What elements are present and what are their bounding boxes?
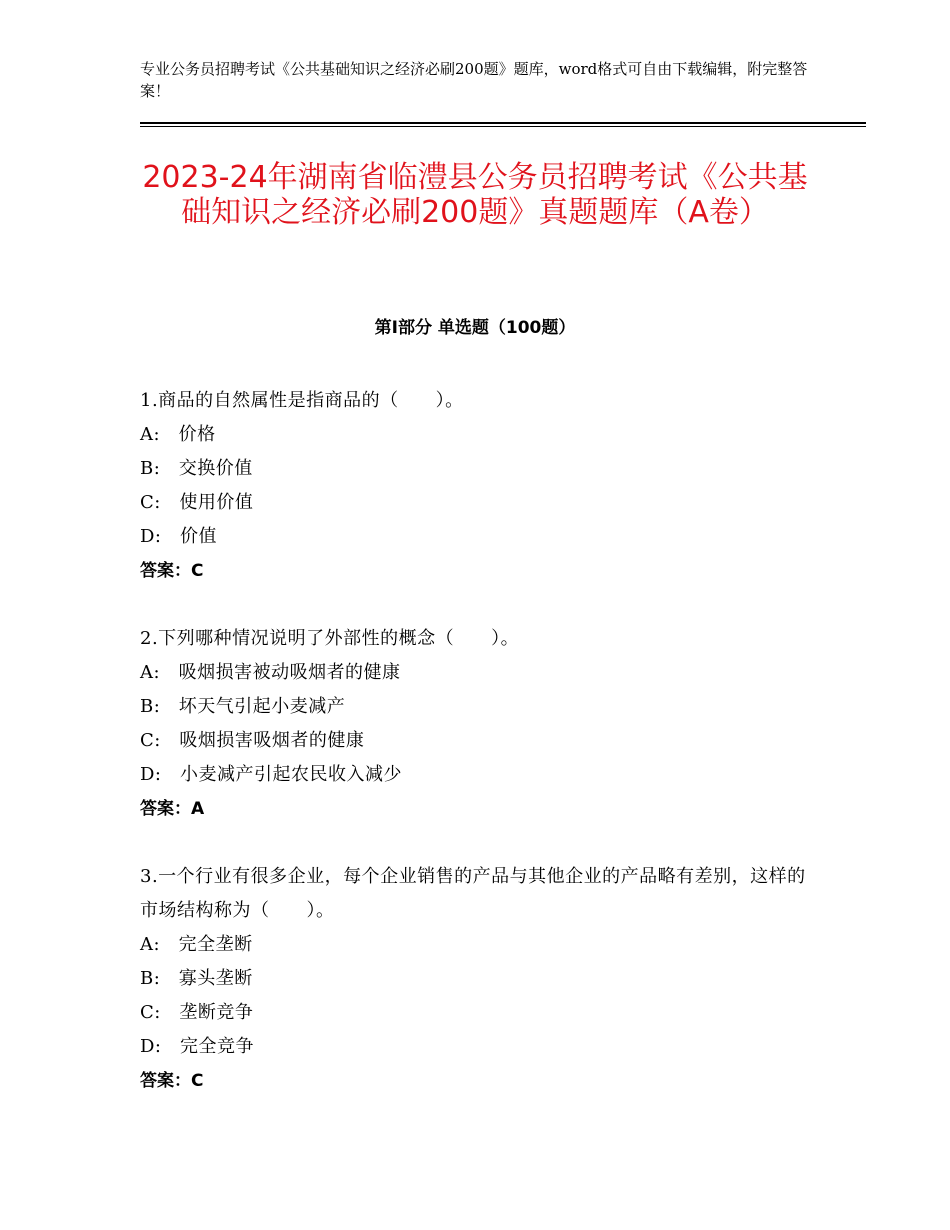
- option-d: D: 完全竞争: [140, 1036, 254, 1057]
- option-b: B: 交换价值: [140, 458, 253, 479]
- option-a: A: 完全垄断: [140, 934, 253, 955]
- answer: 答案：A: [140, 799, 205, 819]
- question-list: [140, 384, 820, 1132]
- answer: 答案：C: [140, 1071, 204, 1091]
- option-c: C: 垄断竞争: [140, 1002, 254, 1023]
- header-note: 专业公务员招聘考试《公共基础知识之经济必刷200题》题库，word格式可自由下载编辑，附完整答案！: [140, 60, 808, 100]
- option-c: C: 吸烟损害吸烟者的健康: [140, 730, 365, 751]
- option-b: B: 寡头垄断: [140, 968, 253, 989]
- question-1: [140, 384, 820, 588]
- option-a: A: 吸烟损害被动吸烟者的健康: [140, 662, 401, 683]
- header-divider-thick: [140, 122, 866, 124]
- section-title: 第Ⅰ部分 单选题（100题）: [374, 318, 576, 338]
- question-3: [140, 860, 820, 1098]
- document-title: 2023-24年湖南省临澧县公务员招聘考试《公共基础知识之经济必刷200题》真题题库（A卷）: [142, 160, 808, 230]
- option-a: A: 价格: [140, 424, 216, 445]
- option-d: D: 小麦减产引起农民收入减少: [140, 764, 402, 785]
- question-2: [140, 622, 820, 826]
- question-stem: 2.下列哪种情况说明了外部性的概念（ ）。: [140, 628, 520, 649]
- option-b: B: 坏天气引起小麦减产: [140, 696, 346, 717]
- answer: 答案：C: [140, 561, 204, 581]
- header-divider-thin: [140, 126, 866, 127]
- question-stem: 3.一个行业有很多企业，每个企业销售的产品与其他企业的产品略有差别，这样的市场结构称为（ ）。: [140, 866, 806, 921]
- option-d: D: 价值: [140, 526, 217, 547]
- option-c: C: 使用价值: [140, 492, 254, 513]
- question-stem: 1.商品的自然属性是指商品的（ ）。: [140, 390, 464, 411]
